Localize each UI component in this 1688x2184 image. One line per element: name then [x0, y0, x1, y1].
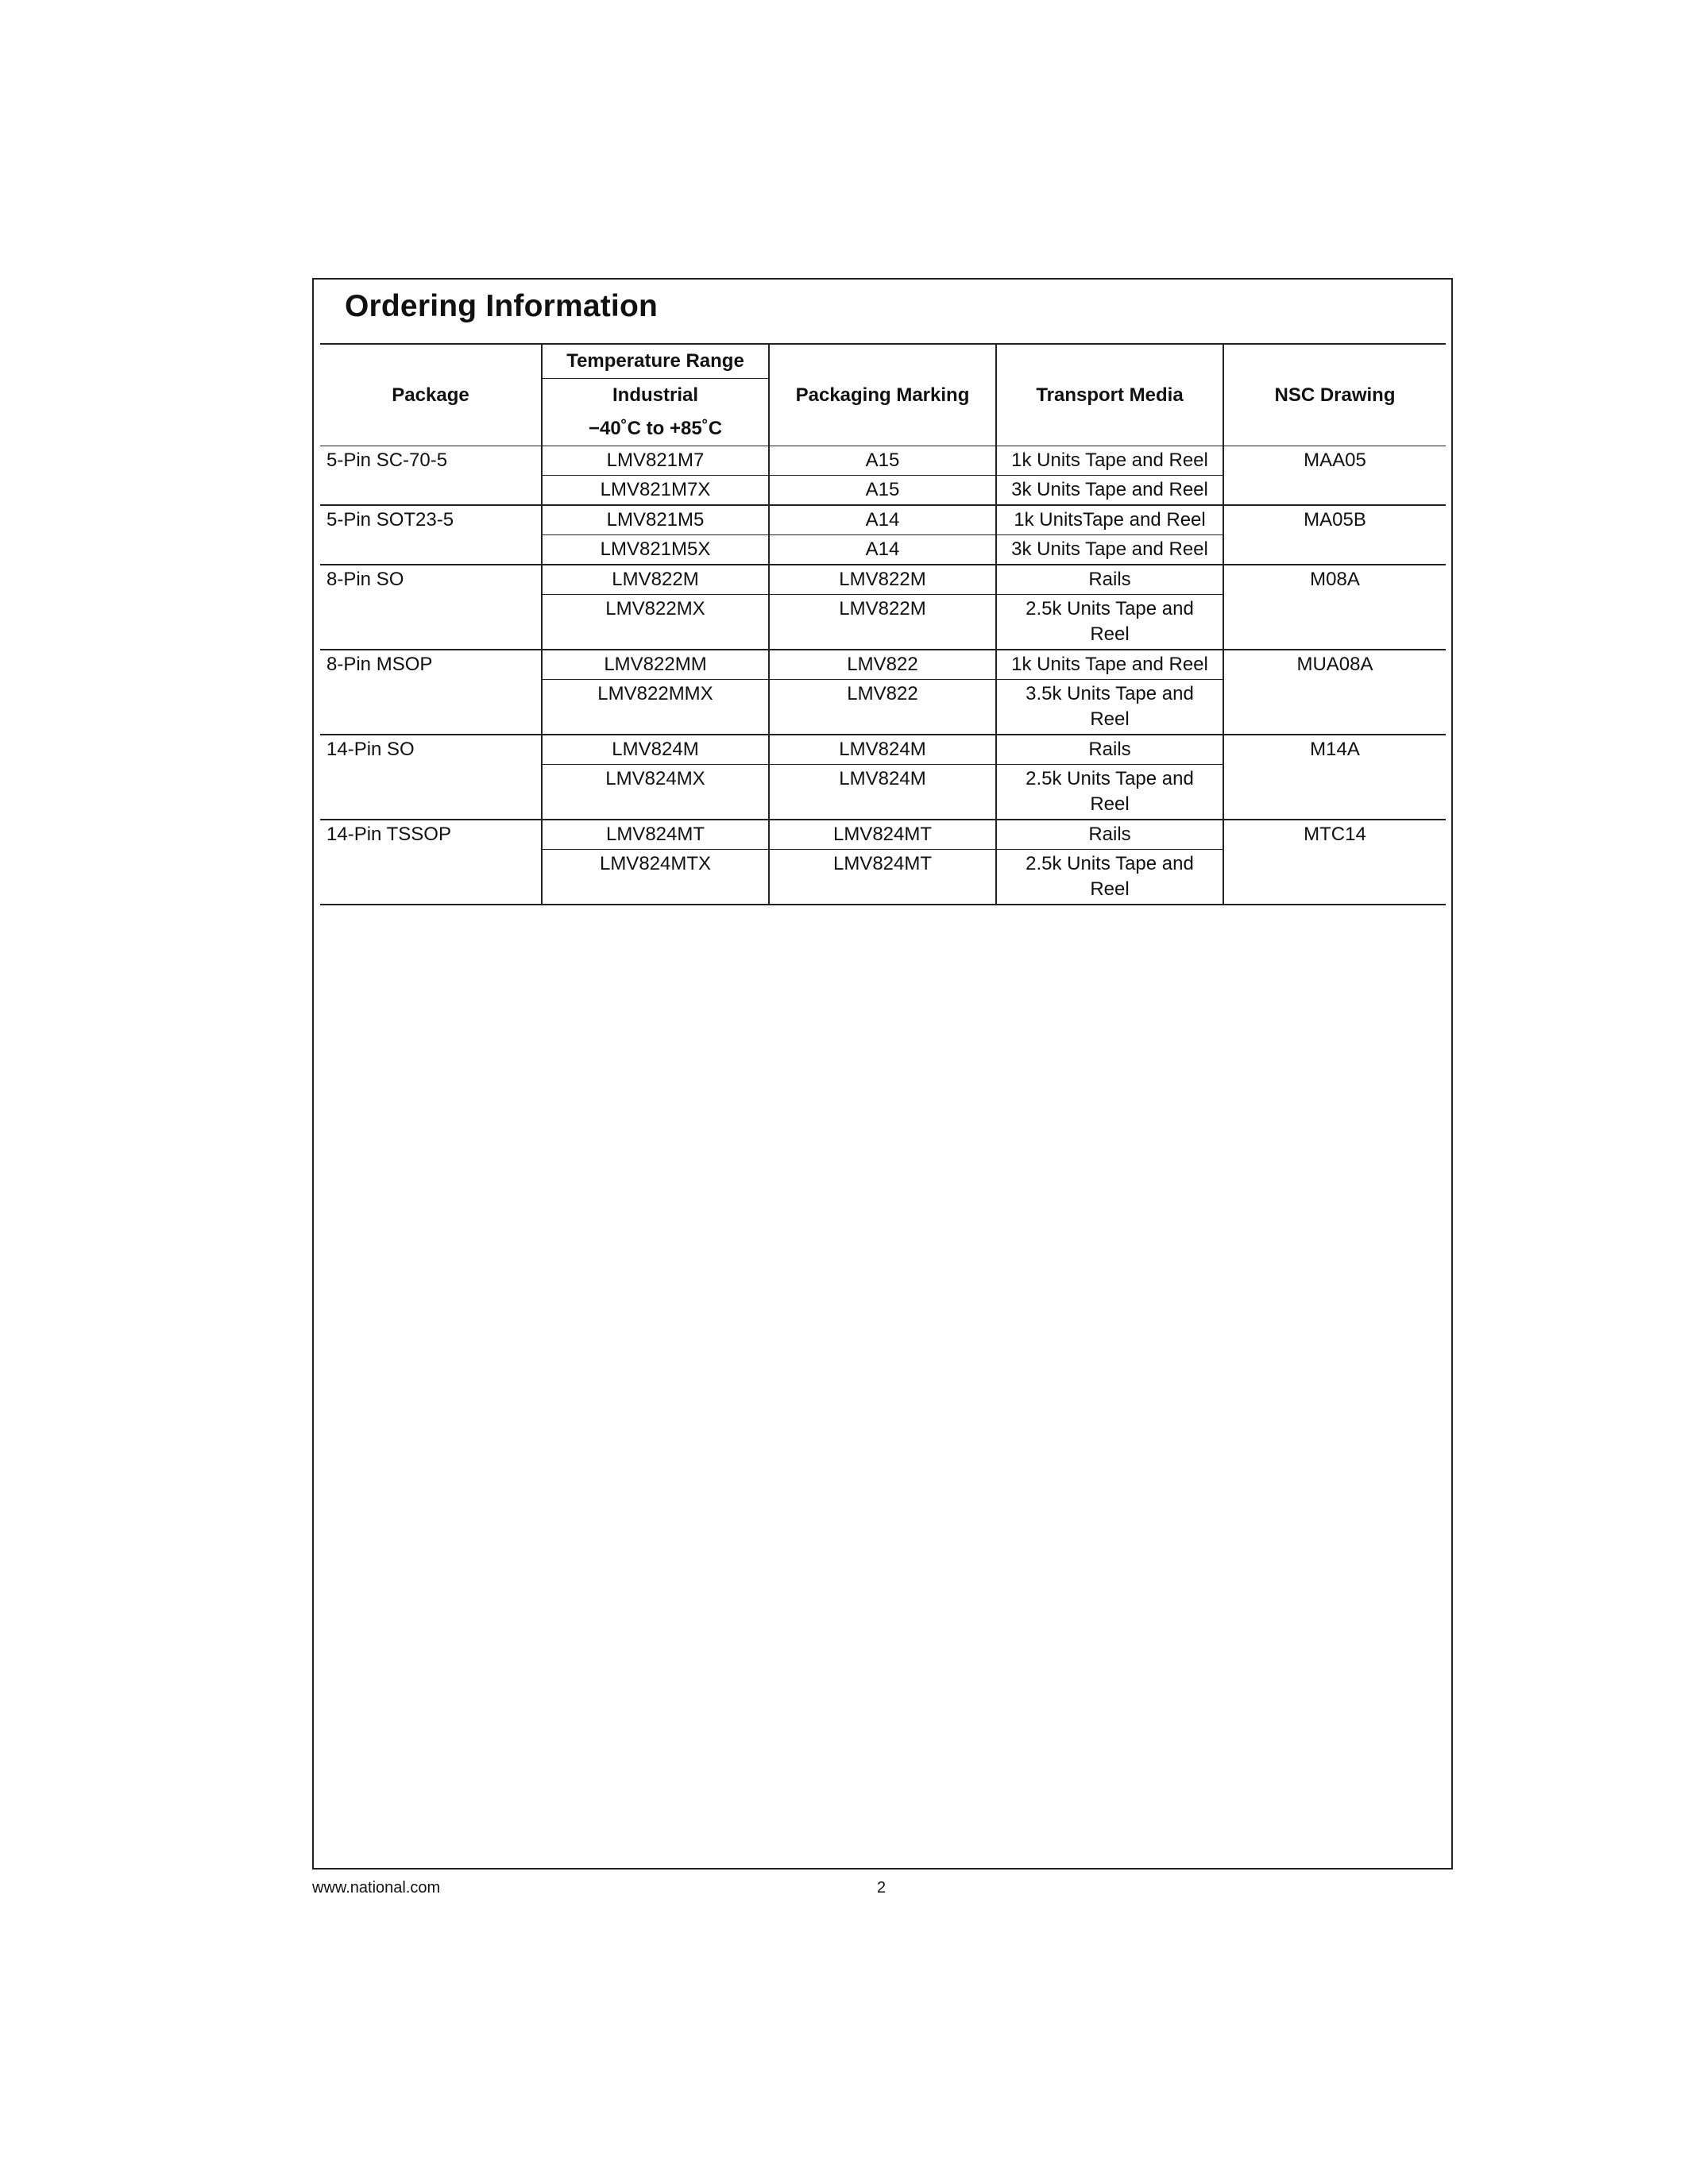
- transport-media: Rails: [996, 820, 1223, 850]
- part-number: LMV824MT: [542, 820, 769, 850]
- table-row: [320, 820, 1446, 850]
- package-marking: LMV822: [769, 650, 996, 680]
- transport-media: Rails: [996, 565, 1223, 595]
- header-industrial: Industrial: [542, 379, 769, 413]
- nsc-drawing: MAA05: [1223, 446, 1446, 506]
- header-package: Package: [392, 384, 469, 406]
- part-number: LMV824MTX: [542, 850, 769, 905]
- transport-media: 2.5k Units Tape and Reel: [996, 595, 1223, 650]
- table-row: [320, 505, 1446, 535]
- nsc-drawing: MTC14: [1223, 820, 1446, 905]
- part-number: LMV822MX: [542, 595, 769, 650]
- package-marking: A15: [769, 446, 996, 476]
- transport-media: 1k UnitsTape and Reel: [996, 505, 1223, 535]
- part-number: LMV821M7: [542, 446, 769, 476]
- package-cell: 5-Pin SOT23-5: [326, 509, 454, 531]
- package-marking: LMV822M: [769, 565, 996, 595]
- nsc-drawing: M08A: [1223, 565, 1446, 650]
- part-number: LMV821M7X: [542, 476, 769, 506]
- part-number: LMV821M5: [542, 505, 769, 535]
- transport-media: 2.5k Units Tape and Reel: [996, 850, 1223, 905]
- nsc-drawing: MA05B: [1223, 505, 1446, 565]
- package-marking: LMV824M: [769, 735, 996, 765]
- transport-media: 1k Units Tape and Reel: [996, 446, 1223, 476]
- transport-media: 3.5k Units Tape and Reel: [996, 680, 1223, 735]
- table-row: [320, 446, 1446, 476]
- footer-url: www.national.com: [312, 1879, 441, 1897]
- package-cell: 14-Pin SO: [326, 739, 415, 760]
- transport-media: 3k Units Tape and Reel: [996, 535, 1223, 565]
- package-marking: A15: [769, 476, 996, 506]
- package-cell: 8-Pin MSOP: [326, 654, 433, 675]
- package-marking: A14: [769, 505, 996, 535]
- part-number: LMV824MX: [542, 765, 769, 820]
- package-cell: 5-Pin SC-70-5: [326, 450, 448, 471]
- table-row: [320, 735, 1446, 765]
- part-number: LMV822MMX: [542, 680, 769, 735]
- table-row: [320, 650, 1446, 680]
- package-marking: LMV822: [769, 680, 996, 735]
- ordering-table: [320, 343, 1446, 905]
- part-number: LMV822M: [542, 565, 769, 595]
- part-number: LMV822MM: [542, 650, 769, 680]
- transport-media: 3k Units Tape and Reel: [996, 476, 1223, 506]
- nsc-drawing: M14A: [1223, 735, 1446, 820]
- page-number: 2: [877, 1879, 886, 1897]
- table-row: [320, 565, 1446, 595]
- part-number: LMV824M: [542, 735, 769, 765]
- header-nsc-drawing: NSC Drawing: [1223, 344, 1446, 446]
- nsc-drawing: MUA08A: [1223, 650, 1446, 735]
- package-marking: LMV824M: [769, 765, 996, 820]
- transport-media: 2.5k Units Tape and Reel: [996, 765, 1223, 820]
- section-title: Ordering Information: [345, 289, 658, 323]
- package-marking: A14: [769, 535, 996, 565]
- header-temperature-range: Temperature Range: [542, 344, 769, 379]
- package-marking: LMV824MT: [769, 850, 996, 905]
- package-marking: LMV822M: [769, 595, 996, 650]
- package-cell: 14-Pin TSSOP: [326, 824, 451, 845]
- package-marking: LMV824MT: [769, 820, 996, 850]
- header-packaging-marking: Packaging Marking: [769, 344, 996, 446]
- package-cell: 8-Pin SO: [326, 569, 404, 590]
- transport-media: Rails: [996, 735, 1223, 765]
- header-transport-media: Transport Media: [996, 344, 1223, 446]
- transport-media: 1k Units Tape and Reel: [996, 650, 1223, 680]
- header-temp-span: −40˚C to +85˚C: [542, 412, 769, 446]
- part-number: LMV821M5X: [542, 535, 769, 565]
